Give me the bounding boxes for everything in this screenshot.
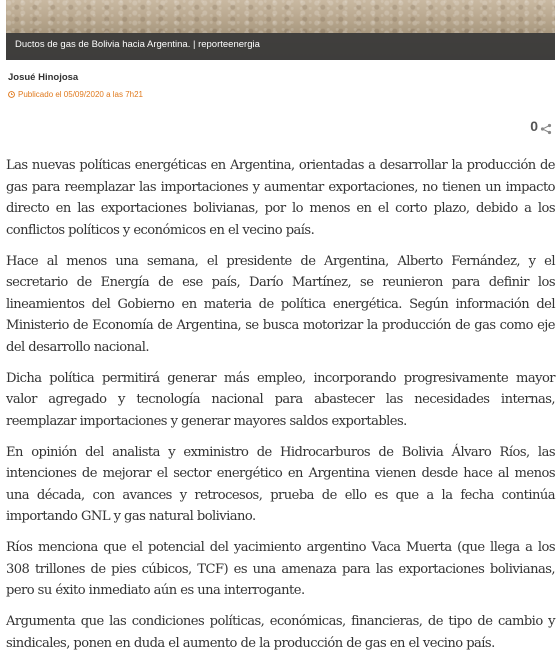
share-widget[interactable]	[530, 118, 552, 134]
article-paragraph: En opinión del analista y exministro de Hidrocarburos de Bolivia Álvaro Ríos, las intenciones de mejorar el sector energético en Argentina vienen desde hace al menos una década, con avances y retrocesos, prueba de ello es que a la fecha continúa importando GNL y gas natural boliviano.	[6, 444, 555, 524]
clock-icon	[8, 91, 15, 98]
article-paragraph: Ríos menciona que el potencial del yacimiento argentino Vaca Muerta (que llega a los 308 trillones de pies cúbicos, TCF) es una amenaza para las exportaciones bolivianas, pero su éxito inmediato aún es una interrogante.	[6, 540, 555, 598]
share-icon[interactable]	[540, 120, 552, 132]
hero-photo-texture	[6, 0, 555, 33]
author-name[interactable]: Josué Hinojosa	[8, 72, 79, 83]
hero-image	[6, 0, 555, 60]
article-paragraph: Argumenta que las condiciones políticas, económicas, financieras, de tipo de cambio y sindicales, ponen en duda el aumento de la producción de gas en el vecino país.	[6, 614, 555, 651]
article-body	[6, 155, 555, 664]
article-paragraph: Dicha política permitirá generar más empleo, incorporando progresivamente mayor valor agregado y tecnología nacional para abastecer las necesidades internas, reemplazar importaciones y generar mayores saldos exportables.	[6, 370, 555, 429]
hero-caption: Ductos de gas de Bolivia hacia Argentina. | reporteenergia	[15, 39, 260, 50]
hero-caption-bar	[6, 33, 555, 60]
publish-date-text: Publicado el 05/09/2020 a las 7h21	[18, 90, 143, 99]
article-paragraph: Hace al menos una semana, el presidente de Argentina, Alberto Fernández, y el secretario de Energía de ese país, Darío Martínez, se reunieron para definir los lineamientos del Gobierno en materia de política energética. Según información del Ministerio de Economía de Argentina, se busca motorizar la producción de gas como eje del desarrollo nacional.	[6, 253, 555, 355]
share-count: 0	[530, 118, 538, 134]
article-paragraph: Las nuevas políticas energéticas en Argentina, orientadas a desarrollar la producción de gas para reemplazar las importaciones y aumentar exportaciones, no tienen un impacto directo en las exportaciones bolivianas, por lo menos en el corto plazo, debido a los conflictos políticos y económicos en el vecino país.	[6, 158, 555, 238]
publish-date	[8, 90, 143, 99]
